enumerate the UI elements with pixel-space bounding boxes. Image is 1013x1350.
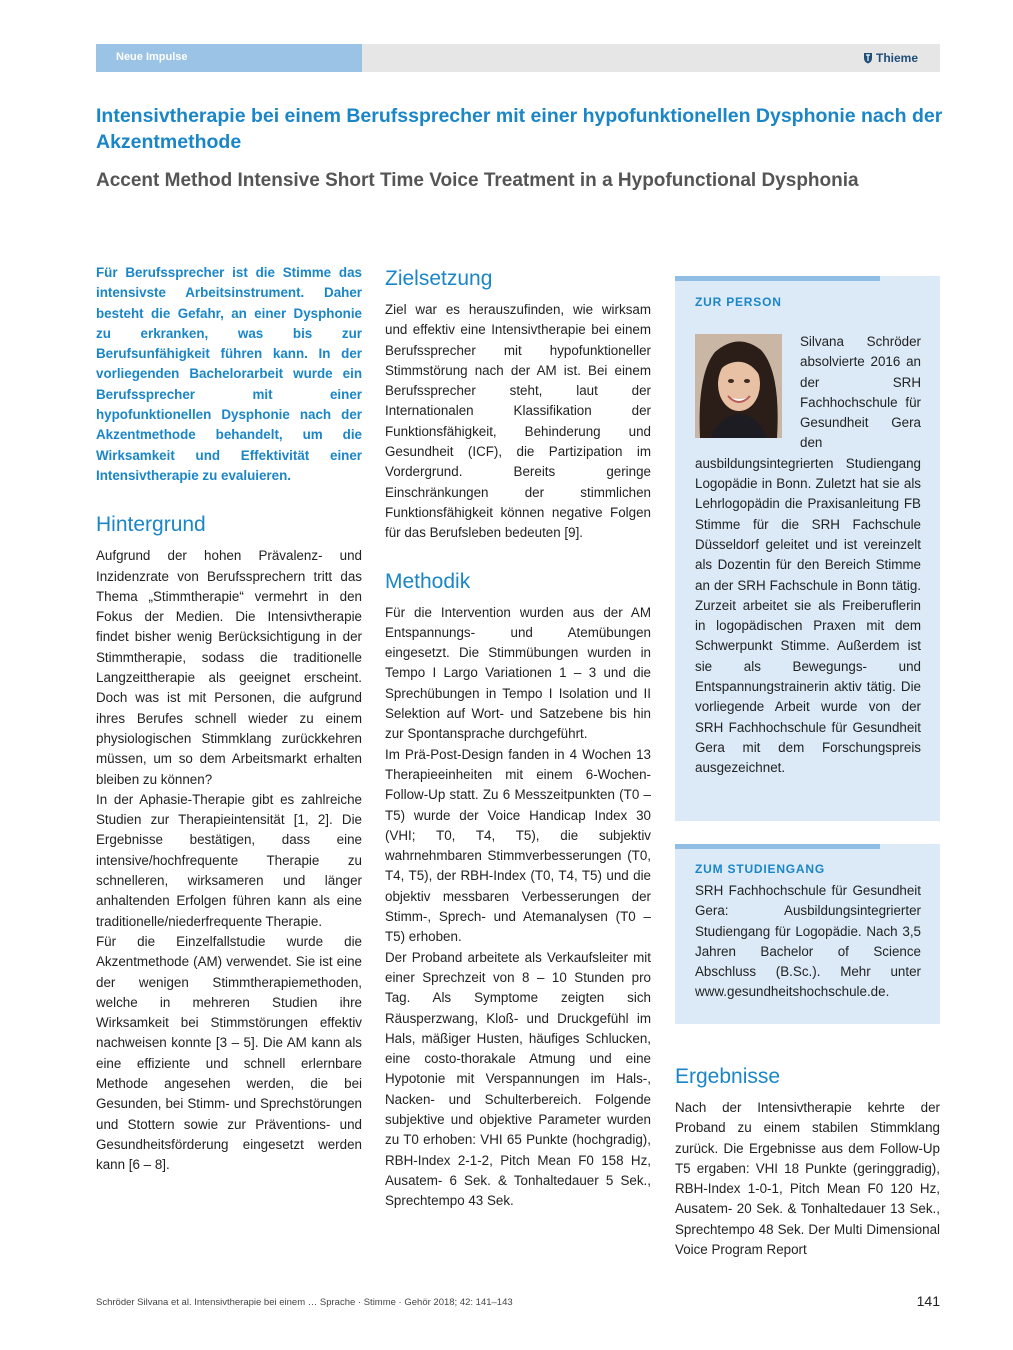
intro-abstract: Für Berufssprecher ist die Stimme das intensivste Arbeitsinstrument. Daher besteht die Gefahr, an einer Dysphonie zu erkranken, was bis zur Berufsunfähigkeit führen kann. In der vorliegenden Bachelorarbeit wurde ein Berufssprecher mit einer hypofunktionellen Dysphonie nach der Akzentmethode behandelt, um die Wirksamkeit und Effektivität einer Intensivtherapie zu evaluieren. bbox=[96, 265, 362, 483]
running-header bbox=[96, 44, 940, 72]
methodik-paragraph: Im Prä-Post-Design fanden in 4 Wochen 13 Therapieeinheiten mit einem 6-Wochen-Follow-Up statt. Zu 6 Messzeitpunkten (T0 – T5) wurde der Voice Handicap Index 30 (VHI; T0, T4, T5), die subjektiv wahrnehmbaren Stimmverbesserungen (T0, T4, T5), der RBH-Index (T0, T4, T5) und die objektiv messbaren Verbesserungen der Stimm-, Sprech- und Atemanalysen (T0 – T5) erhoben. bbox=[385, 746, 651, 945]
hintergrund-paragraph: Aufgrund der hohen Prävalenz- und Inzidenzrate von Berufssprechern tritt das Thema „Stimmtherapie“ vermehrt in den Fokus der Medien. Die Intensivtherapie findet bisher wenig Berücksichtigung in der Stimmtherapie, sodass die traditionelle Langzeittherapie als geeignet erscheint. Doch was ist mit Personen, die aufgrund ihres Berufes schnell wieder zu einem physiologischen Stimmklang zurückkehren müssen, um so dem Arbeitsmarkt erhalten bleiben zu können? bbox=[96, 548, 362, 787]
box-accent-line bbox=[675, 276, 880, 281]
section-label: Neue Impulse bbox=[116, 51, 188, 63]
ergebnisse-paragraph: Nach der Intensivtherapie kehrte der Proband zu einem stabilen Stimmklang zurück. Die Ergebnisse aus dem Follow-Up T5 ergaben: VHI 18 Punkte (geringgradig), RBH-Index 1-0-1, Pitch Mean F0 120 Hz, Ausatem- 20 Sek. & Tonhaltedauer 13 Sek., Sprechtempo 48 Sek. Der Multi Dimensional Voice Program Report bbox=[675, 1100, 940, 1258]
article-title-english: Accent Method Intensive Short Time Voice Treatment in a Hypofunctional Dysphonia bbox=[96, 170, 859, 191]
section-tab bbox=[96, 44, 362, 72]
article-title-german: Intensivtherapie bei einem Berufssprecher mit einer hypofunktionellen Dysphonie nach der Akzentmethode bbox=[96, 105, 943, 153]
author-box-heading: ZUR PERSON bbox=[695, 295, 782, 309]
publisher-logo bbox=[863, 51, 918, 65]
author-info-box bbox=[675, 276, 940, 821]
column-middle bbox=[385, 266, 651, 1211]
heading-methodik: Methodik bbox=[385, 569, 471, 593]
hintergrund-paragraph: In der Aphasie-Therapie gibt es zahlreiche Studien zur Therapieintensität [1, 2]. Die Ergebnisse bestätigen, dass eine intensive/hochfrequente Therapie zu schnelleren, wirksameren und länger anhaltenden Erfolgen führen kann als eine traditionelle/niederfrequente Therapie. bbox=[96, 791, 362, 929]
methodik-paragraph: Für die Intervention wurden aus der AM Entspannungs- und Atemübungen eingesetzt. Die Stimmübungen wurden in Tempo I Largo Variationen 1 – 3 und die Sprechübungen in Tempo I Isolation und II Selektion auf Wort- und Satzebene bis hin zur Spontansprache durchgeführt. bbox=[385, 604, 651, 742]
column-left bbox=[96, 263, 362, 1175]
author-bio: Silvana Schröder absolvierte 2016 an der SRH Fachhochschule für Gesundheit Gera den ausbildungsintegrierten Studiengang Logopädie in Bonn. Zuletzt hat sie als Lehrlogopädin die Praxisanleitung FB Stimme für die SRH Fachschule Düsseldorf geleitet und ist vereinzelt als Dozentin für den Bereich Stimme an der SRH Fachschule in Bonn tätig. Zurzeit arbeitet sie als Freiberuflerin in logopädischen Praxen mit dem Schwerpunkt Stimme. Außerdem ist sie als Bewegungs- und Entspannungstrainerin aktiv tätig. Die vorliegende Arbeit wurde von der SRH Fachhochschule für Gesundheit Gera mit dem Forschungspreis ausgezeichnet. bbox=[695, 334, 921, 776]
hintergrund-paragraph: Für die Einzelfallstudie wurde die Akzentmethode (AM) verwendet. Sie ist eine der wenigen Stimmtherapiemethoden, welche in mehreren Studien ihre Wirksamkeit bei Stimmstörungen effektiv nachweisen konnte [3 – 5]. Die AM kann als eine effiziente und schnell erlernbare Methode angesehen werden, die bei Gesunden, bei Stimm- und Sprechstörungen und Stottern sowie zur Präventions- und Gesundheitsförderung eingesetzt werden kann [6 – 8]. bbox=[96, 933, 362, 1173]
publisher-name: Thieme bbox=[875, 51, 918, 65]
methodik-paragraph: Der Proband arbeitete als Verkaufsleiter mit einer Sprechzeit von 8 – 10 Stunden pro Tag. Als Symptome zeigten sich Räusperzwang, Kloß- und Druckgefühl im Hals, mäßiger Husten, häufiges Schlucken, eine costo-thorakale Atmung und eine Hypotonie mit Verspannungen im Hals-, Nacken- und Schulterbereich. Folgende subjektive und objektive Parameter wurden zu T0 erhoben: VHI 65 Punkte (hochgradig), RBH-Index 2-1-2, Pitch Mean F0 158 Hz, Ausatem- 6 Sek. & Tonhaltedauer 5 Sek., Sprechtempo 43 Sek. bbox=[385, 949, 651, 1209]
zielsetzung-paragraph: Ziel war es herauszufinden, wie wirksam und effektiv eine Intensivtherapie bei einem Berufssprecher mit hypofunktioneller Stimmstörung nach der AM ist. Bei einem Berufssprecher steht, laut der Internationalen Klassifikation der Funktionsfähigkeit, Behinderung und Gesundheit (ICF), die Partizipation im Vordergrund. Bereits geringe Einschränkungen der stimmlichen Funktionsfähigkeit können negative Folgen für das Berufsleben bedeuten [9]. bbox=[385, 302, 651, 541]
study-box-body: SRH Fachhochschule für Gesundheit Gera: Ausbildungsintegrierter Studiengang für Logopädie. Nach 3,5 Jahren Bachelor of Science Abschluss (B.Sc.). Mehr unter www.gesundheitshochschule.de. bbox=[695, 883, 921, 1000]
page-number: 141 bbox=[916, 1293, 940, 1309]
footer-citation: Schröder Silvana et al. Intensivtherapie bei einem … Sprache · Stimme · Gehör 2018; 42: 141–143 bbox=[96, 1297, 513, 1308]
author-box-body bbox=[695, 332, 921, 779]
study-info-box bbox=[675, 844, 940, 1024]
study-box-heading: ZUM STUDIENGANG bbox=[695, 862, 825, 876]
column-right-lower bbox=[675, 1064, 940, 1260]
author-photo bbox=[695, 334, 782, 438]
box-accent-line bbox=[675, 844, 880, 849]
heading-ergebnisse: Ergebnisse bbox=[675, 1065, 781, 1088]
thieme-shield-icon bbox=[863, 52, 873, 64]
heading-hintergrund: Hintergrund bbox=[96, 513, 206, 537]
heading-zielsetzung: Zielsetzung bbox=[385, 267, 493, 290]
